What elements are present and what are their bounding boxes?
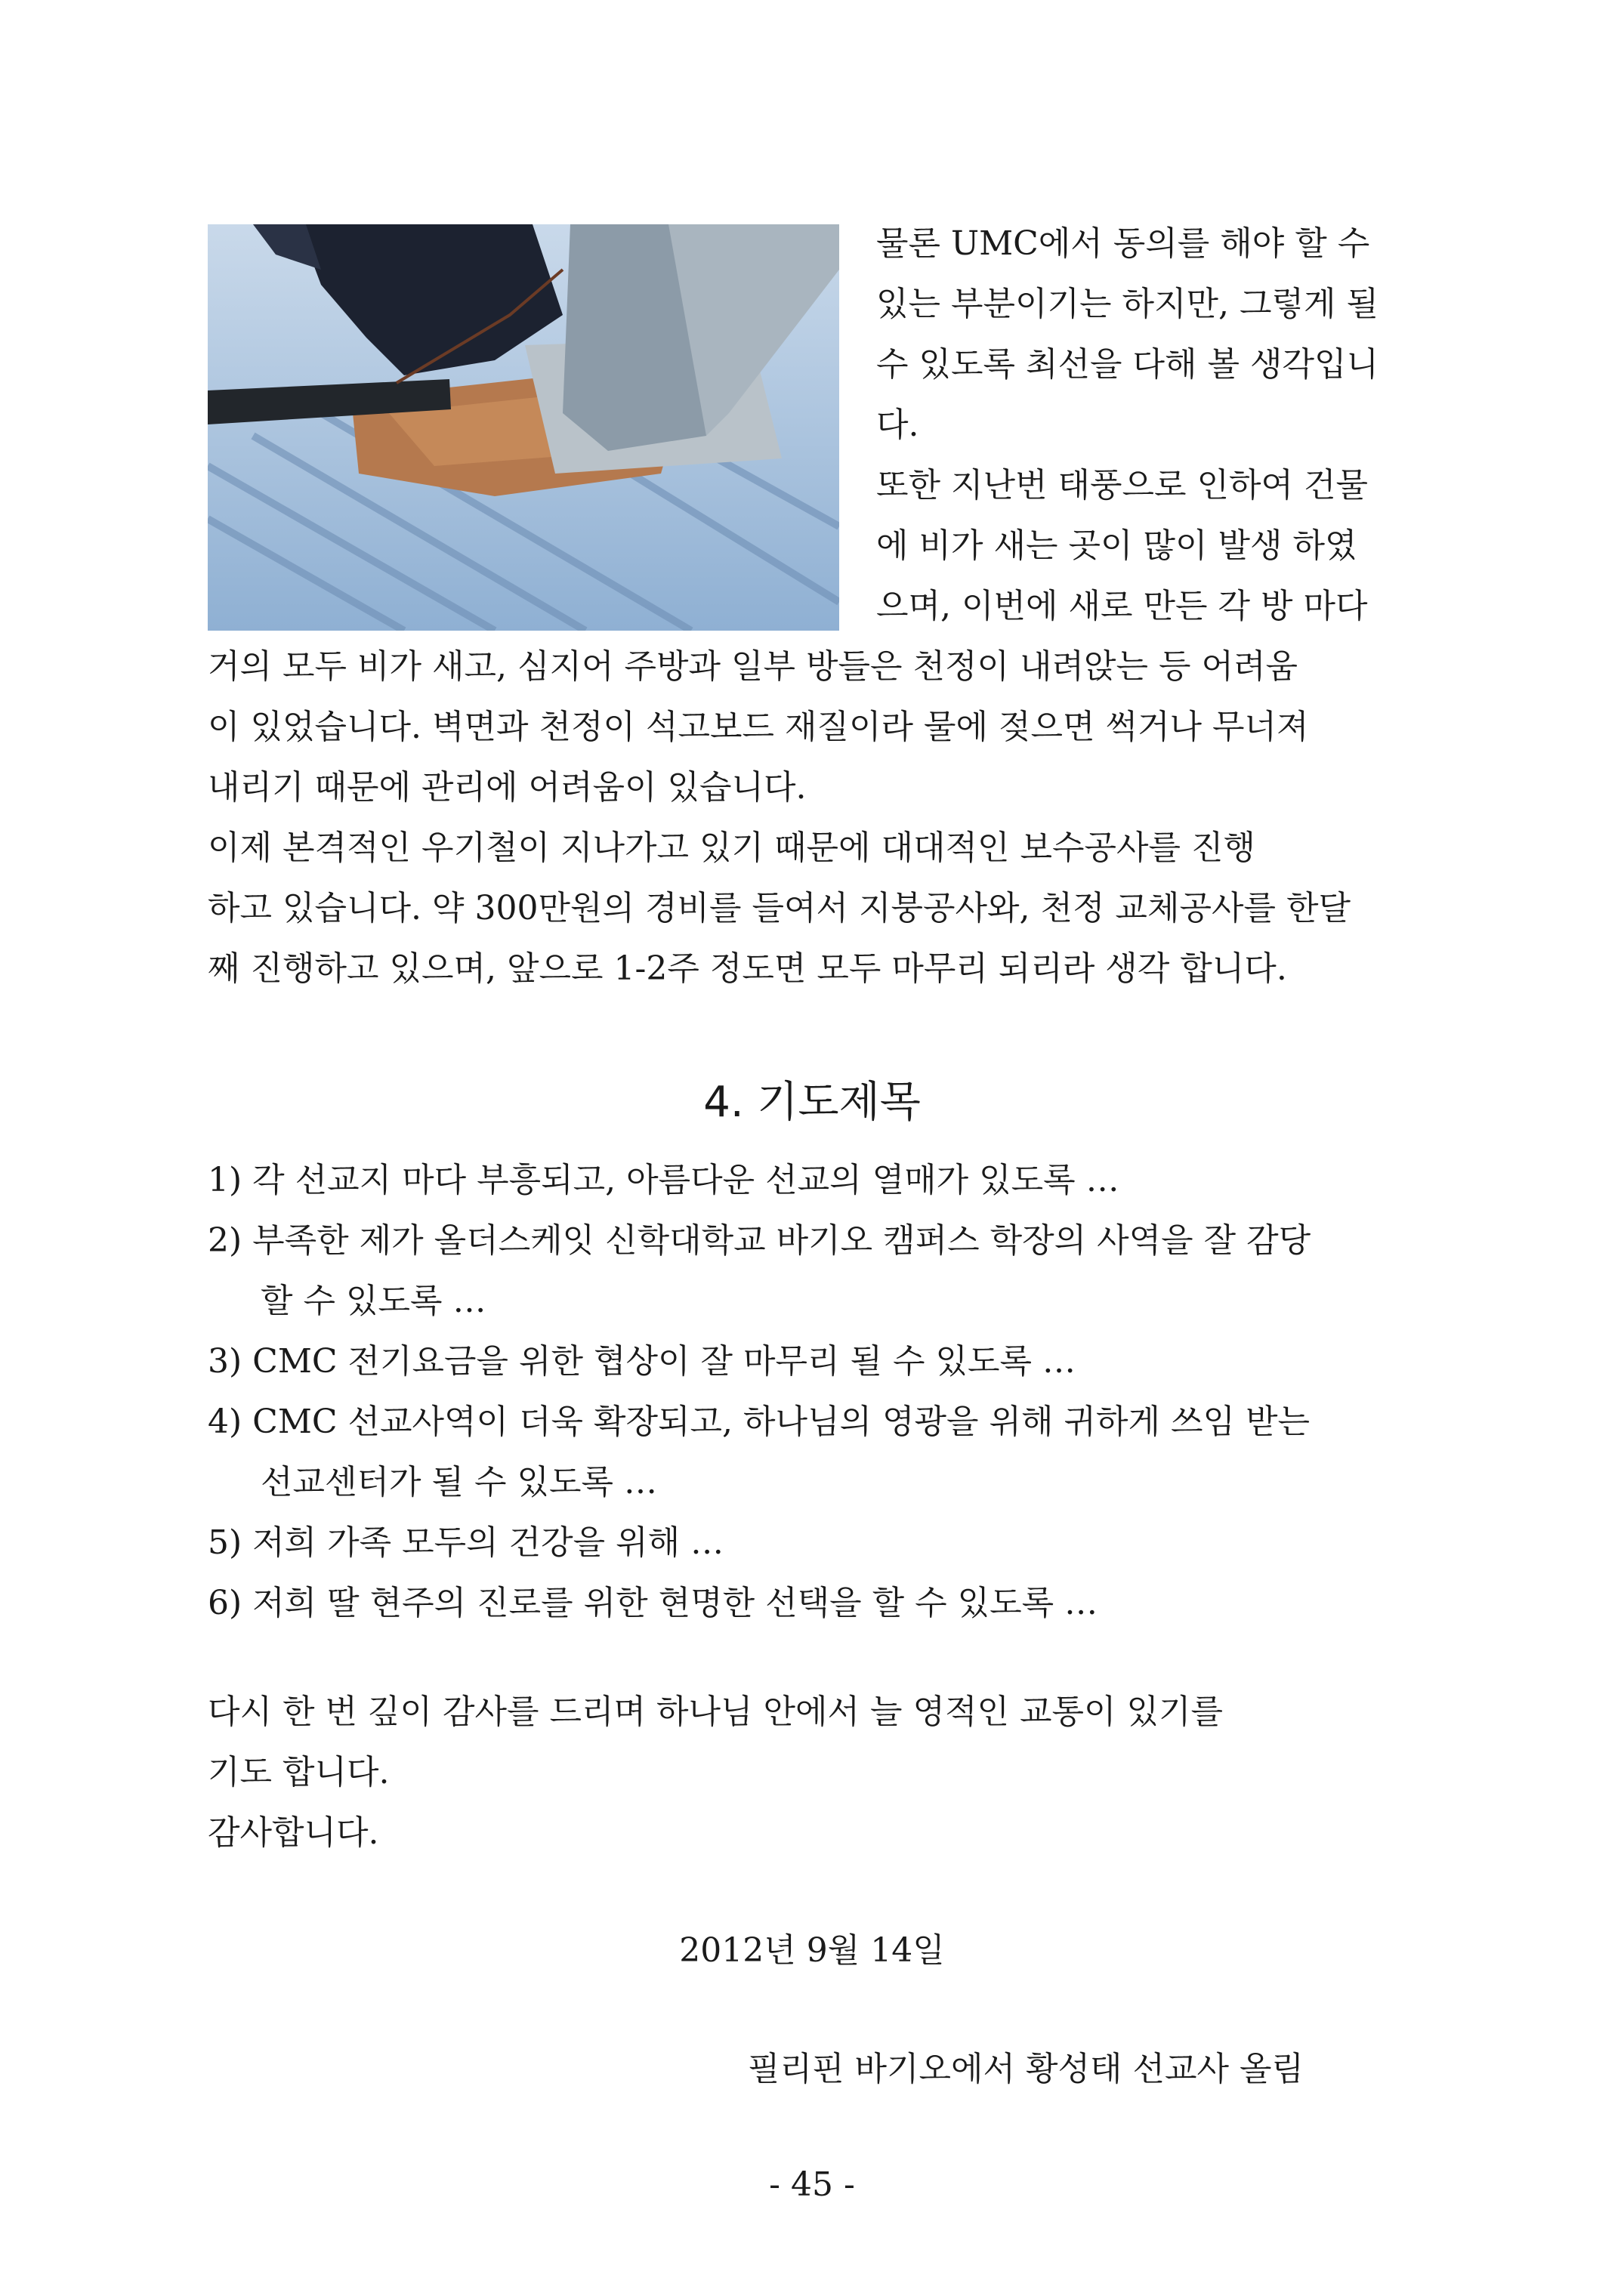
text-line: 째 진행하고 있으며, 앞으로 1-2주 정도면 모두 마무리 되리라 생각 합니다. [208,949,1287,988]
text-line: 내리기 때문에 관리에 어려움이 있습니다. [208,768,807,807]
text-line: 수 있도록 최선을 다해 볼 생각입니 [876,345,1379,384]
text-line: 이 있었습니다. 벽면과 천정이 석고보드 재질이라 물에 젖으면 썩거나 무너져 [208,708,1309,746]
list-item-text: 1) 각 선교지 마다 부흥되고, 아름다운 선교의 열매가 있도록 … [208,1161,1119,1199]
text-line: 기도 합니다. [208,1753,390,1792]
text-line: 감사합니다. [208,1813,379,1852]
roof-repair-photo [208,224,839,631]
prayer-list [208,1150,1431,1634]
list-item-continuation: 선교센터가 될 수 있도록 … [261,1463,657,1501]
letter-date: 2012년 9월 14일 [679,1931,945,1970]
list-item [208,1211,1431,1332]
text-line: 에 비가 새는 곳이 많이 발생 하였 [876,526,1357,565]
text-line: 다시 한 번 깊이 감사를 드리며 하나님 안에서 늘 영적인 교통이 있기를 [208,1693,1223,1731]
intro-paragraph [876,214,1431,637]
list-item [208,1392,1431,1513]
body-paragraph [208,637,1431,999]
signature: 필리핀 바기오에서 황성태 선교사 올림 [748,2050,1304,2088]
list-item-text: 4) CMC 선교사역이 더욱 확장되고, 하나님의 영광을 위해 귀하게 쓰임 받는 [208,1403,1310,1441]
text-line: 다. [876,406,919,444]
text-line: 으며, 이번에 새로 만든 각 방 마다 [876,587,1368,625]
list-item [208,1150,1431,1211]
list-item [208,1573,1431,1634]
text-line: 또한 지난번 태풍으로 인하여 건물 [876,466,1368,505]
text-line: 이제 본격적인 우기철이 지나가고 있기 때문에 대대적인 보수공사를 진행 [208,829,1256,867]
list-item-continuation: 할 수 있도록 … [261,1282,486,1320]
list-item-text: 6) 저희 딸 현주의 진로를 위한 현명한 선택을 할 수 있도록 … [208,1584,1098,1622]
text-line: 거의 모두 비가 새고, 심지어 주방과 일부 방들은 천정이 내려앉는 등 어려움 [208,647,1298,686]
page-number: - 45 - [769,2165,855,2204]
list-item [208,1332,1431,1392]
text-line: 있는 부분이기는 하지만, 그렇게 될 [876,285,1379,323]
text-line: 물론 UMC에서 동의를 해야 할 수 [876,224,1370,263]
roof-photo-illustration [208,224,839,631]
list-item-text: 3) CMC 전기요금을 위한 협상이 잘 마무리 될 수 있도록 … [208,1342,1076,1381]
closing-paragraph [208,1682,1431,1863]
list-item-text: 5) 저희 가족 모두의 건강을 위해 … [208,1523,724,1562]
text-line: 하고 있습니다. 약 300만원의 경비를 들여서 지붕공사와, 천정 교체공사를 한달 [208,889,1351,927]
list-item [208,1513,1431,1573]
section-heading: 4. 기도제목 [703,1078,921,1127]
list-item-text: 2) 부족한 제가 올더스케잇 신학대학교 바기오 캠퍼스 학장의 사역을 잘 감당 [208,1221,1311,1260]
